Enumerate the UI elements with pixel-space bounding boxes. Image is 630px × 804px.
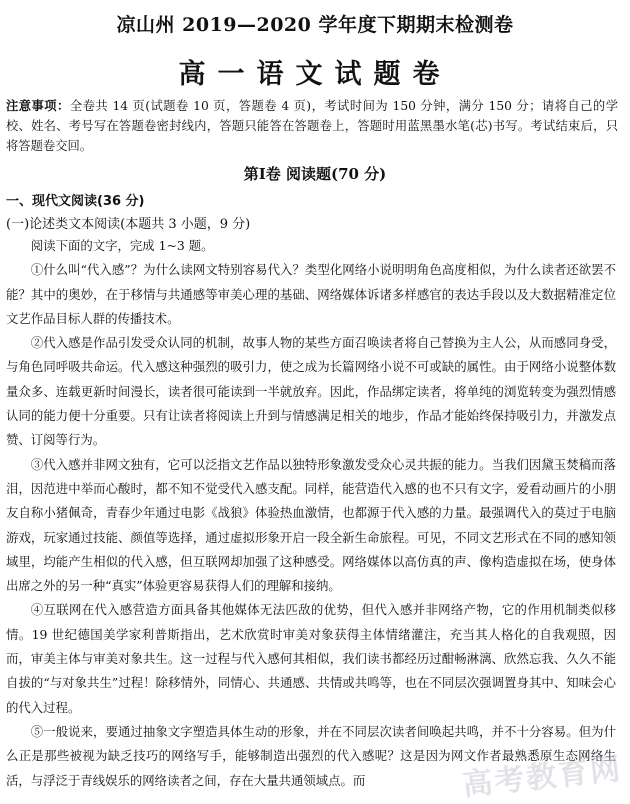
notice-label: 注意事项： [6, 99, 70, 113]
paragraph-1: ①什么叫“代入感”？为什么读网文特别容易代入？类型化网络小说明明角色高度相似，为什么读者还欲罢不能？其中的奥妙，在于移情与共通感等审美心理的基础、网络媒体诉诸多样感官的表达手段以及大数据精准定位文艺作品目标人群的传播技术。 [6, 262, 616, 326]
part-title: 一、现代文阅读(36 分) [6, 194, 145, 209]
paragraph-instruction: 阅读下面的文字，完成 1~3 题。 [30, 238, 214, 253]
watermark: 高考教育网 [460, 751, 624, 804]
exam-subtitle: 高一语文试题卷 [178, 59, 452, 90]
notice-block [6, 96, 618, 156]
exam-title: 凉山州 2019—2020 学年度下期期末检测卷 [116, 14, 514, 36]
paragraph-4: ④互联网在代入感营造方面具备其他媒体无法匹敌的优势，但代入感并非网络产物，它的作用机制类似移情。19 世纪德国美学家利普斯指出，艺术欣赏时审美对象获得主体情绪灌注，充当其人格化的自我观照，因而，审美主体与审美对象共生。这一过程与代入感何其相似，我们读书都经历过酣畅淋漓、欣然忘我、久久不能自拔的“与对象共生”过程！除移情外，同情心、共通感、共情或共鸣等，也在不同层次强调置身其中、知味会心的代入过程。 [6, 602, 616, 715]
paragraph-2: ②代入感是作品引发受众认同的机制，故事人物的某些方面召唤读者将自己替换为主人公，从而感同身受，与角色同呼吸共命运。代入感这种强烈的吸引力，使之成为长篇网络小说不可或缺的属性。由于网络小说整体数量众多、连载更新时间漫长，读者很可能读到一半就放弃。因此，作品绑定读者，将单纯的浏览转变为强烈情感认同的能力便十分重要。只有让读者将阅读上升到与情感满足相关的地步，作品才能始终保持吸引力，并激发点赞、订阅等行为。 [6, 335, 616, 448]
subpart-title: (一)论述类文本阅读(本题共 3 小题，9 分) [6, 217, 251, 232]
section-title: 第Ⅰ卷 阅读题(70 分) [243, 165, 387, 183]
notice-text: 全卷共 14 页(试题卷 10 页，答题卷 4 页)，考试时间为 150 分钟，满分 150 分；请将自己的学校、姓名、考号写在答题卷密封线内，答题只能答在答题卷上，答题时用蓝黑墨水笔(芯)书写。考试结束后，只将答题卷交回。 [6, 99, 618, 153]
paragraph-3: ③代入感并非网文独有，它可以泛指文艺作品以独特形象激发受众心灵共振的能力。当我们因黛玉焚稿而落泪，因范进中举而心酸时，都不知不觉受代入感支配。同样，能营造代入感的也不只有文字，爱看动画片的小朋友自称小猪佩奇，青春少年通过电影《战狼》体验热血激情，也都源于代入感的力量。最强调代入的莫过于电脑游戏，玩家通过技能、颜值等选择，通过虚拟形象开启一段全新生命旅程。可见，不同文艺形式在不同的感知领域里，均能产生相似的代入感，但互联网却加强了这种感受。网络媒体以高仿真的声、像构造虚拟在场，使身体出席之外的另一种“真实”体验更容易获得人们的理解和接纳。 [6, 456, 616, 594]
reading-passage [6, 234, 616, 793]
paragraph-5: ⑤一般说来，要通过抽象文字塑造具体生动的形象，并在不同层次读者间唤起共鸣，并不十分容易。但为什么正是那些被视为缺乏技巧的网络写手，能够制造出强烈的代入感呢？这是因为网文作者最熟悉原生态网络生活，与浮泛于青线娱乐的网络读者之间，存在大量共通领域点。而 [6, 723, 616, 788]
